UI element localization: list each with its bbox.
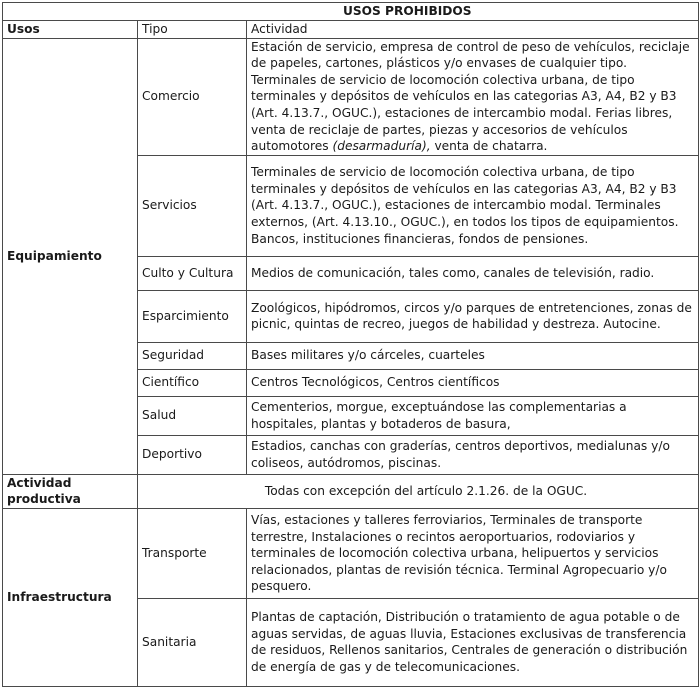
actividad-cell: Bases militares y/o cárceles, cuarteles [247,342,699,369]
uso-equipamiento: Equipamiento [3,38,138,474]
uso-infraestructura: Infraestructura [3,508,138,686]
actividad-cell: Terminales de servicio de locomoción colectiva urbana, de tipo terminales y depósitos de vehículos en las categorias A3, A4, B2 y B3 (Art. 4.13.7., OGUC.), estaciones de intercambio modal. Terminales externos, (Art. 4.13.10., OGUC.), en todos los tipos de equipamientos. Bancos, instituciones financieras, fondos de pensiones. [247,155,699,256]
tipo-cell: Salud [138,396,247,435]
actividad-cell [247,38,699,155]
table-row [3,508,699,598]
table-row [3,38,699,155]
table-row [3,474,699,508]
usos-prohibidos-table [2,2,699,687]
actividad-italic-text: (desarmaduría), [332,139,431,154]
header-usos: Usos [3,21,138,39]
tipo-cell: Deportivo [138,435,247,474]
actividad-cell: Medios de comunicación, tales como, canales de televisión, radio. [247,256,699,290]
actividad-cell: Cementerios, morgue, exceptuándose las complementarias a hospitales, plantas y botaderos de basura, [247,396,699,435]
actividad-cell: Todas con excepción del artículo 2.1.26. de la OGUC. [138,474,699,508]
tipo-cell: Transporte [138,508,247,598]
tipo-cell: Comercio [138,38,247,155]
actividad-cell: Zoológicos, hipódromos, circos y/o parques de entretenciones, zonas de picnic, quintas de recreo, juegos de habilidad y destreza. Autocine. [247,290,699,342]
actividad-cell: Plantas de captación, Distribución o tratamiento de agua potable o de aguas servidas, de aguas lluvia, Estaciones exclusivas de transferencia de residuos, Rellenos sanitarios, Centrales de generación o distribución de energía de gas y de telecomunicaciones. [247,598,699,686]
tipo-cell: Científico [138,369,247,396]
actividad-text: venta de chatarra. [430,139,548,154]
tipo-cell: Sanitaria [138,598,247,686]
tipo-cell: Esparcimiento [138,290,247,342]
tipo-cell: Servicios [138,155,247,256]
uso-actividad-productiva: Actividad productiva [3,474,138,508]
tipo-cell: Culto y Cultura [138,256,247,290]
actividad-cell: Estadios, canchas con graderías, centros deportivos, medialunas y/o coliseos, autódromos, piscinas. [247,435,699,474]
table-title: USOS PROHIBIDOS [3,3,699,21]
actividad-text: Estación de servicio, empresa de control de peso de vehículos, reciclaje de papeles, cartones, plásticos y/o envases de cualquier tipo. Terminales de servicio de locomoción colectiva urbana, de tipo terminales y depósitos de vehículos en las categorias A3, A4, B2 y B3 (Art. 4.13.7., OGUC.), estaciones de intercambio modal. Ferias libres, venta de reciclaje de partes, piezas y accesorios de vehículos automotores [251,39,690,154]
header-actividad: Actividad [247,21,699,39]
actividad-cell: Vías, estaciones y talleres ferroviarios, Terminales de transporte terrestre, Instalaciones o recintos aeroportuarios, rodoviarios y terminales de locomoción colectiva urbana, helipuertos y servicios relacionados, plantas de revisión técnica. Terminal Agropecuario y/o pesquero. [247,508,699,598]
actividad-cell: Centros Tecnológicos, Centros científicos [247,369,699,396]
header-tipo: Tipo [138,21,247,39]
tipo-cell: Seguridad [138,342,247,369]
